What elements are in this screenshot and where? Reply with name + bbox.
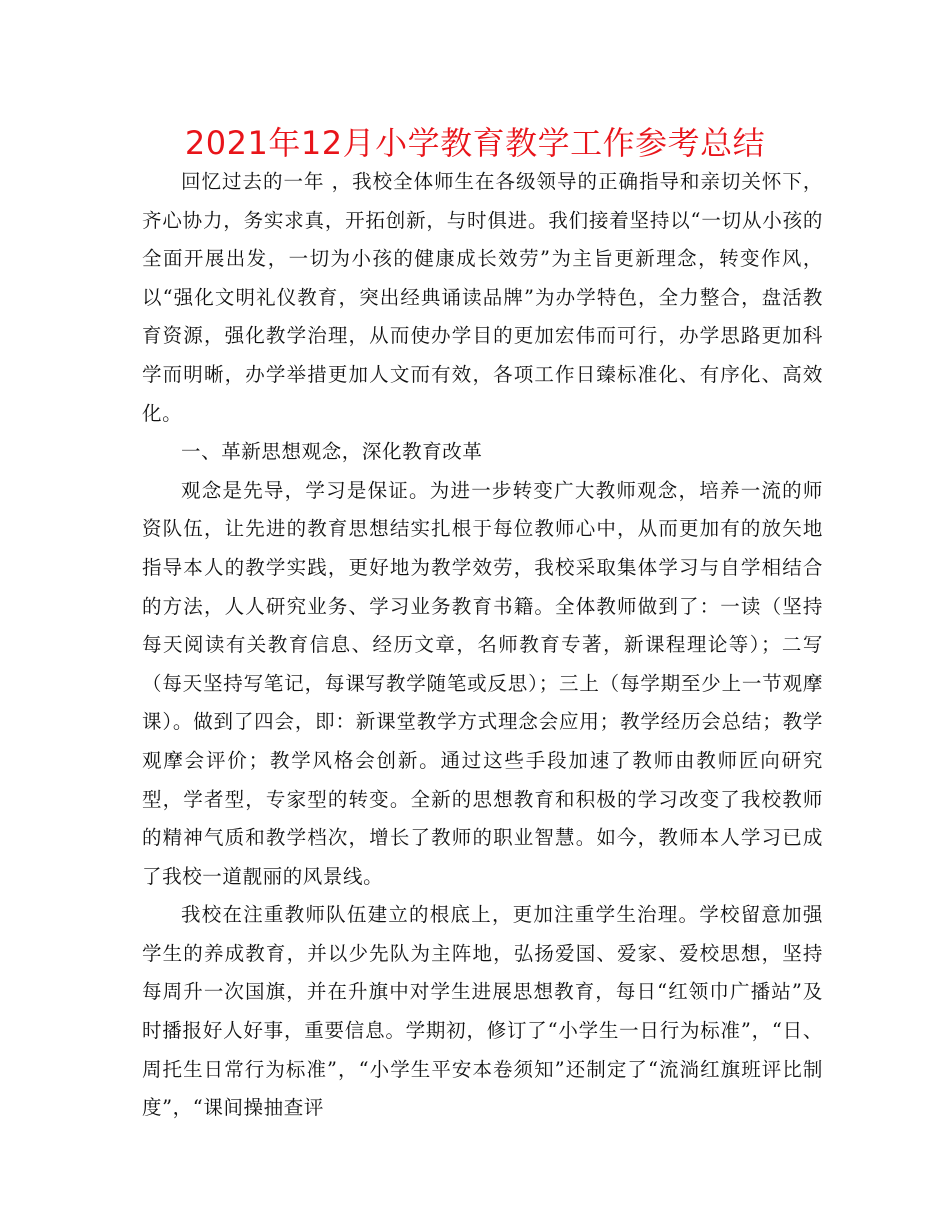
paragraph-intro: 回忆过去的一年 ，我校全体师生在各级领导的正确指导和亲切关怀下，齐心协力，务实求真，开拓创新，与时俱进。我们接着坚持以“一切从小孩的全面开展出发，一切为小孩的健康成长效劳”为主旨更新理念，转变作风，以“强化文明礼仪教育，突出经典诵读品牌”为办学特色，全力整合，盘活教育资源，强化教学治理，从而使办学目的更加宏伟而可行，办学思路更加科学而明晰，办学举措更加人文而有效，各项工作日臻标准化、有序化、高效化。 (142, 170, 823, 425)
document-title: 2021年12月小学教育教学工作参考总结 (184, 124, 766, 162)
section-heading: 一、革新思想观念，深化教育改革 (181, 440, 483, 464)
document-body (142, 163, 823, 1128)
paragraph-teacher-study: 观念是先导，学习是保证。为进一步转变广大教师观念，培养一流的师资队伍，让先进的教育思想结实扎根于每位教师心中，从而更加有的放矢地指导本人的教学实践，更好地为教学效劳，我校采取集体学习与自学相结合的方法，人人研究业务、学习业务教育书籍。全体教师做到了：一读（坚持每天阅读有关教育信息、经历文章，名师教育专著，新课程理论等）；二写（每天坚持写笔记，每课写教学随笔或反思）；三上（每学期至少上一节观摩课）。做到了四会，即：新课堂教学方式理念会应用；教学经历会总结；教学观摩会评价；教学风格会创新。通过这些手段加速了教师由教师匠向研究型，学者型，专家型的转变。全新的思想教育和积极的学习改变了我校教师的精神气质和教学档次，增长了教师的职业智慧。如今，教师本人学习已成了我校一道靓丽的风景线。 (142, 478, 823, 888)
paragraph-student-management: 我校在注重教师队伍建立的根底上，更加注重学生治理。学校留意加强学生的养成教育，并以少先队为主阵地，弘扬爱国、爱家、爱校思想，坚持每周升一次国旗，并在升旗中对学生进展思想教育，每日“红领巾广播站”及时播报好人好事，重要信息。学期初，修订了“小学生一日行为标准”，“日、周托生日常行为标准”，“小学生平安本卷须知”还制定了“流淌红旗班评比制度”，“课间操抽查评 (142, 903, 823, 1120)
